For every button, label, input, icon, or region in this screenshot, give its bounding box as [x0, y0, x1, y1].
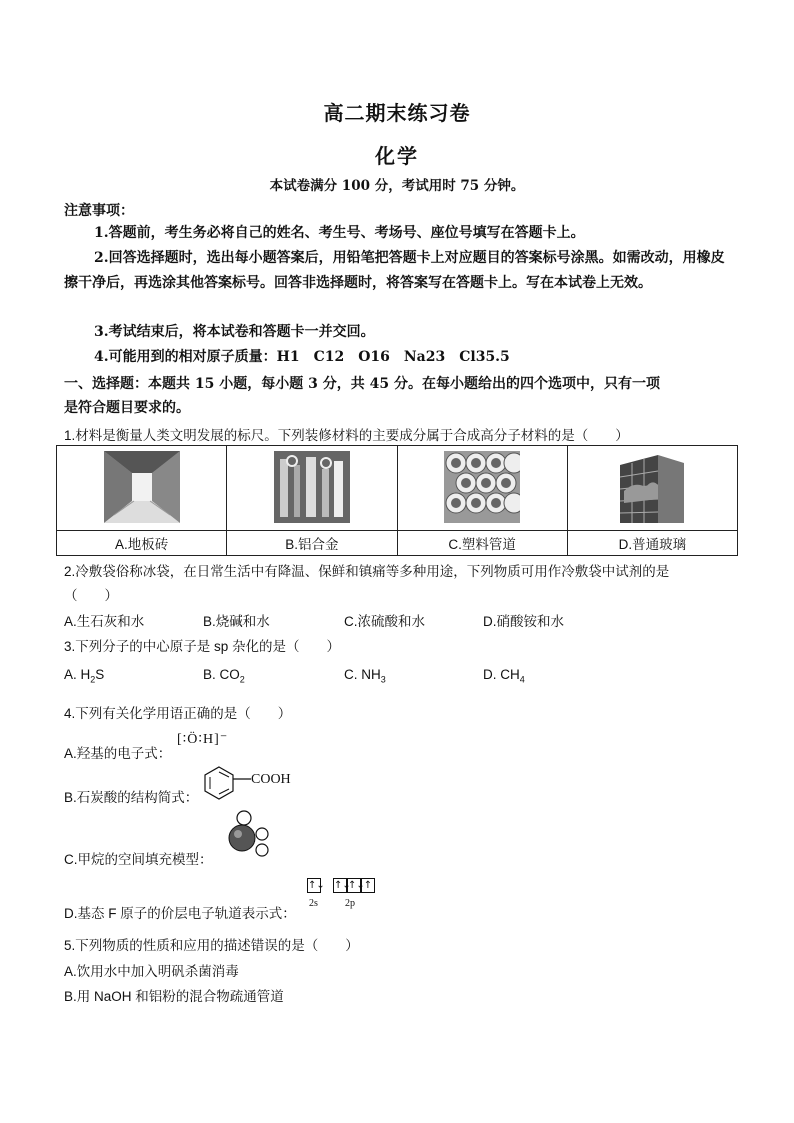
orbital-2p-box-1: ↑↓	[334, 880, 351, 891]
orbital-2p-label: 2p	[345, 898, 355, 909]
q4-stem: 4.下列有关化学用语正确的是（ ）	[64, 706, 292, 721]
orbital-2s-box: ↑↓	[308, 880, 325, 891]
q1-material-table	[56, 445, 738, 556]
orbital-2s-label: 2s	[309, 898, 318, 909]
note-1: 1.答题前，考生务必将自己的姓名、考生号、考场号、座位号填写在答题卡上。	[94, 225, 585, 241]
benzene-ring-icon	[203, 765, 253, 801]
q3-option-b: B. $CO_2$	[203, 667, 245, 685]
q1-option-c: C.塑料管道	[397, 531, 567, 556]
note-3: 3.考试结束后，将本试卷和答题卡一并交回。	[94, 324, 375, 340]
q1-option-b: B.铝合金	[227, 531, 397, 556]
notes-heading: 注意事项：	[64, 203, 134, 219]
exam-info: 本试卷满分 100 分，考试用时 75 分钟。	[269, 178, 525, 194]
q5-option-b: B.用 NaOH 和铝粉的混合物疏通管道	[64, 989, 284, 1004]
q3-option-c: C. $NH_3$	[344, 667, 386, 685]
orbital-2p-box-2: ↑↓	[348, 880, 365, 891]
hydroxyl-electron-formula: [∶Ö∶H]⁻	[177, 732, 229, 747]
q1-stem: 1.材料是衡量人类文明发展的标尺。下列装修材料的主要成分属于合成高分子材料的是（ ）	[64, 428, 629, 443]
q4-option-a-label: A.羟基的电子式：	[64, 746, 172, 761]
q3-option-a: A. $H_2S$	[64, 667, 105, 685]
plastic-pipes-image	[444, 451, 520, 523]
q4-option-b-label: B.石炭酸的结构简式：	[64, 790, 199, 805]
section-heading-line1: 一、选择题：本题共 15 小题，每小题 3 分，共 45 分。在每小题给出的四个选项中，只有一项	[64, 376, 660, 392]
glass-building-image	[614, 451, 690, 523]
exam-subject: 化学	[375, 144, 419, 168]
q2-stem-line1: 2.冷敷袋俗称冰袋，在日常生活中有降温、保鲜和镇痛等多种用途，下列物质可用作冷敷袋中试剂的是	[64, 564, 670, 579]
q4-option-d-label: D.基态 F 原子的价层电子轨道表示式：	[64, 906, 296, 921]
q5-stem: 5.下列物质的性质和应用的描述错误的是（ ）	[64, 938, 359, 953]
note-2: 2.回答选择题时，选出每小题答案后，用铅笔把答题卡上对应题目的答案标号涂黑。如需改动，用橡皮擦干净后，再选涂其他答案标号。回答非选择题时，将答案写在答题卡上。写在本试卷上无效。	[64, 250, 725, 291]
orbital-2p-box-3: ↑	[361, 878, 375, 893]
q4-option-c-label: C.甲烷的空间填充模型：	[64, 852, 213, 867]
q1-image-cell-a	[57, 446, 227, 531]
floor-tile-corridor-image	[104, 451, 180, 523]
q1-option-a: A.地板砖	[57, 531, 227, 556]
q2-option-a: A.生石灰和水	[64, 614, 145, 629]
benzoic-group-text: COOH	[251, 772, 291, 787]
orbital-diagram	[307, 878, 397, 912]
exam-title: 高二期末练习卷	[323, 101, 471, 125]
methane-model-icon	[220, 808, 272, 860]
note-4: 4.可能用到的相对原子质量：H1 C12 O16 Na23 Cl35.5	[94, 349, 510, 365]
q1-option-d: D.普通玻璃	[567, 531, 737, 556]
q3-option-d: D. $CH_4$	[483, 667, 525, 685]
section-heading-line2: 是符合题目要求的。	[64, 400, 190, 416]
q2-option-d: D.硝酸铵和水	[483, 614, 564, 629]
aluminum-alloy-image	[274, 451, 350, 523]
q2-stem-line2: （ ）	[64, 588, 118, 603]
q1-image-cell-b	[227, 446, 397, 531]
q1-image-cell-c	[397, 446, 567, 531]
q1-image-cell-d	[567, 446, 737, 531]
q2-option-b: B.烧碱和水	[203, 614, 270, 629]
q3-stem: 3.下列分子的中心原子是 sp 杂化的是（ ）	[64, 639, 341, 654]
q2-option-c: C.浓硫酸和水	[344, 614, 425, 629]
q5-option-a: A.饮用水中加入明矾杀菌消毒	[64, 964, 239, 979]
